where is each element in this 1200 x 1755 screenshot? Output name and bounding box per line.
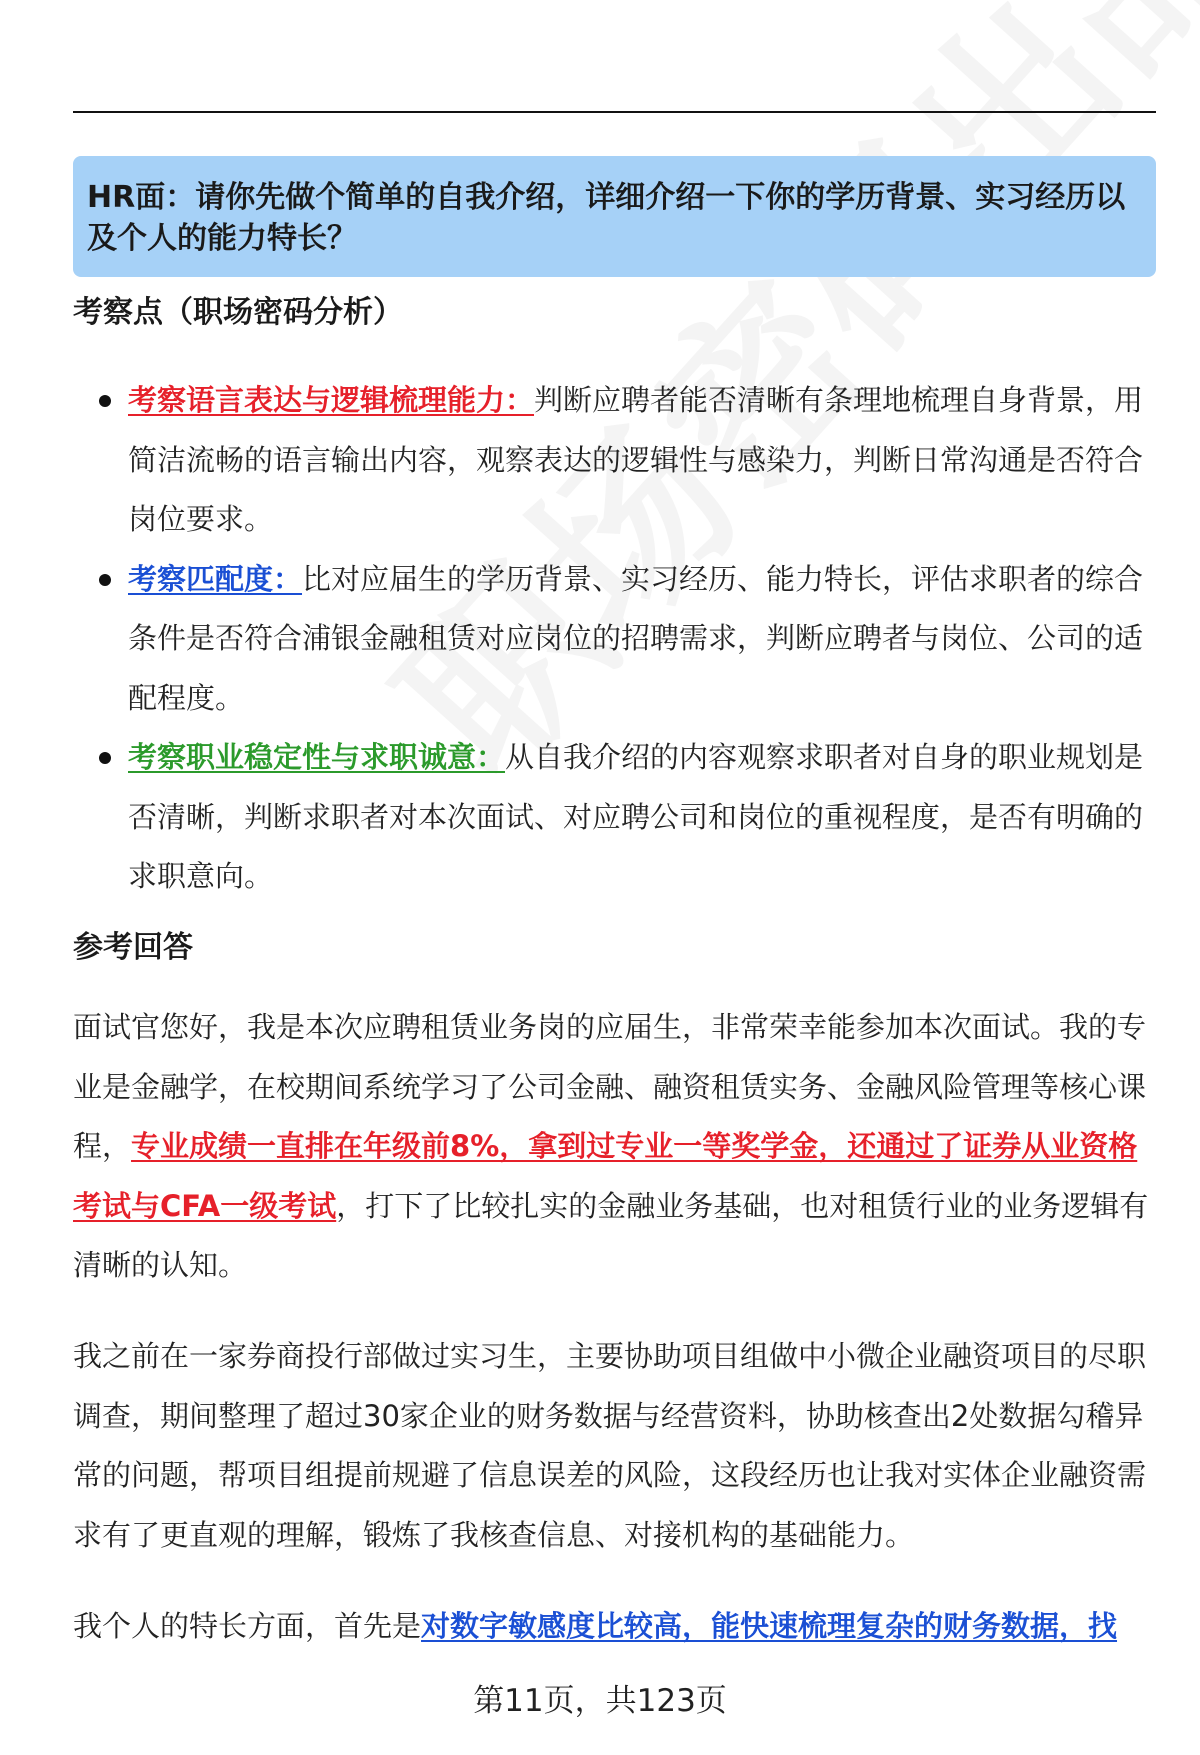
question-text: HR面：请你先做个简单的自我介绍，详细介绍一下你的学历背景、实习经历以及个人的能力特长？	[87, 180, 1126, 256]
bullet-dot-icon	[99, 752, 111, 764]
para1-text-end: ，打下了比较扎实的金融业务基础，也对租赁行业的业务逻辑有清晰的认知。	[73, 1188, 1149, 1282]
point-label: 考察职业稳定性与求职诚意：	[128, 740, 506, 774]
answer-paragraph-2: 我之前在一家券商投行部做过实习生，主要协助项目组做中小微企业融资项目的尽职调查，期间整理了超过30家企业的财务数据与经营资料，协助核查出2处数据勾稽异常的问题，帮项目组提前规避了信息误差的风险，这段经历也让我对实体企业融资需求有了更直观的理解，锻炼了我核查信息、对接机构的基础能力。	[73, 1339, 1147, 1552]
list-item	[73, 728, 1156, 907]
point-label: 考察匹配度：	[128, 561, 303, 596]
para1-highlight: 专业成绩一直排在年级前8%，拿到过专业一等奖学金，还通过了证券从业资格考试与CFA一级考试	[73, 1129, 1138, 1223]
page-number: 第11页，共123页	[473, 1683, 727, 1719]
answer-paragraph-3	[73, 1597, 1156, 1657]
para1-text: 面试官您好，我是本次应聘租赁业务岗的应届生，非常荣幸能参加本次面试。我的专业是金融学，在校期间系统学习了公司金融、融资租赁实务、金融风险管理等核心课程，	[73, 1010, 1147, 1163]
point-text: 比对应届生的学历背景、实习经历、能力特长，评估求职者的综合条件是否符合浦银金融租赁对应岗位的招聘需求，判断应聘者与岗位、公司的适配程度。	[128, 561, 1144, 715]
section-title-answer: 参考回答	[73, 930, 193, 965]
bullet-dot-icon	[99, 395, 111, 407]
analysis-list	[73, 371, 1156, 907]
para3-highlight: 对数字敏感度比较高，能快速梳理复杂的财务数据，找	[421, 1609, 1118, 1643]
point-text: 从自我介绍的内容观察求职者对自身的职业规划是否清晰，判断求职者对本次面试、对应聘公司和岗位的重视程度，是否有明确的求职意向。	[128, 740, 1144, 893]
list-item	[73, 550, 1156, 729]
section-title-analysis: 考察点（职场密码分析）	[73, 295, 403, 330]
question-box	[73, 156, 1156, 277]
para3-text: 我个人的特长方面，首先是	[73, 1609, 422, 1643]
point-label: 考察语言表达与逻辑梳理能力：	[128, 383, 535, 417]
bullet-dot-icon	[99, 574, 111, 586]
top-divider	[73, 111, 1156, 113]
list-item	[73, 371, 1156, 550]
point-text: 判断应聘者能否清晰有条理地梳理自身背景，用简洁流畅的语言输出内容，观察表达的逻辑性与感染力，判断日常沟通是否符合岗位要求。	[128, 383, 1144, 536]
answer-paragraph-1	[73, 998, 1156, 1296]
